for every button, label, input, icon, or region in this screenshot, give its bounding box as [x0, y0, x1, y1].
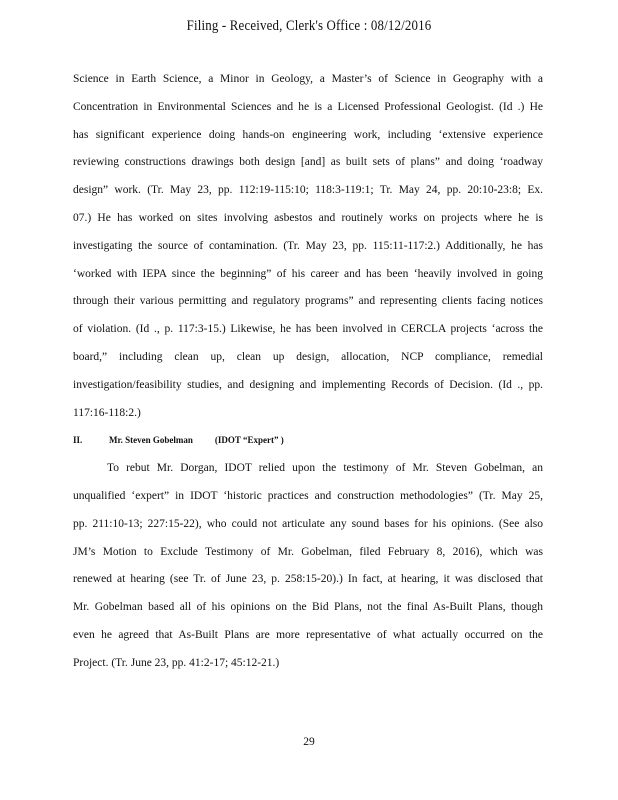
text-line: investigation/feasibility studies, and designing and implementing Records of Decision. (Id ., pp. — [73, 378, 543, 391]
text-line: JM’s Motion to Exclude Testimony of Mr. Gobelman, filed February 8, 2016), which was — [73, 545, 543, 558]
text-line: reviewing constructions drawings both design [and] as built sets of plans” and doing ‘roadway — [73, 156, 543, 169]
paragraph-gobelman-rebuttal — [73, 455, 543, 677]
section-heading — [73, 427, 543, 455]
text-line: even he agreed that As-Built Plans are more representative of what actually occurred on the — [73, 628, 543, 641]
text-line: investigating the source of contamination. (Tr. May 23, pp. 115:11-117:2.) Additionally, he has — [73, 239, 543, 252]
section-title: Mr. Steven Gobelman — [109, 435, 193, 446]
text-line: Science in Earth Science, a Minor in Geology, a Master’s of Science in Geography with a — [73, 73, 543, 85]
text-line: Project. (Tr. June 23, pp. 41:2-17; 45:12-21.) — [73, 656, 280, 669]
document-body — [73, 66, 543, 678]
text-line: Concentration in Environmental Sciences and he is a Licensed Professional Geologist. (Id .) He — [73, 100, 543, 113]
page-number: 29 — [303, 736, 315, 748]
text-line: To rebut Mr. Dorgan, IDOT relied upon the testimony of Mr. Steven Gobelman, an — [107, 462, 543, 475]
text-line: of violation. (Id ., p. 117:3-15.) Likewise, he has been involved in CERCLA projects ‘across the — [73, 323, 543, 336]
text-line: pp. 211:10-13; 227:15-22), who could not articulate any sound bases for his opinions. (See also — [73, 517, 543, 530]
text-line: 07.) He has worked on sites involving asbestos and routinely works on projects where he is — [73, 211, 543, 224]
text-line: design” work. (Tr. May 23, pp. 112:19-115:10; 118:3-119:1; Tr. May 24, pp. 20:10-23:8; Ex. — [73, 184, 543, 197]
text-line: ‘worked with IEPA since the beginning” of his career and has been ‘heavily involved in going — [73, 267, 543, 280]
section-qualifier: (IDOT “Expert” ) — [214, 435, 284, 446]
text-line: renewed at hearing (see Tr. of June 23, p. 258:15-20).) In fact, at hearing, it was disclosed that — [73, 573, 543, 586]
text-line: through their various permitting and regulatory programs” and representing clients facing notices — [73, 295, 543, 308]
filing-stamp-header: Filing - Received, Clerk's Office : 08/12/2016 — [186, 18, 432, 34]
text-line: 117:16-118:2.) — [73, 406, 141, 419]
section-number: II. — [73, 435, 83, 446]
paragraph-dorgan-qualifications — [73, 66, 543, 427]
text-line: Mr. Gobelman based all of his opinions on the Bid Plans, not the final As-Built Plans, though — [73, 601, 543, 614]
text-line: board,” including clean up, clean up design, allocation, NCP compliance, remedial — [73, 350, 543, 363]
text-line: unqualified ‘expert” in IDOT ‘historic practices and construction methodologies” (Tr. May 25, — [73, 489, 543, 502]
text-line: has significant experience doing hands-on engineering work, including ‘extensive experience — [73, 128, 543, 141]
